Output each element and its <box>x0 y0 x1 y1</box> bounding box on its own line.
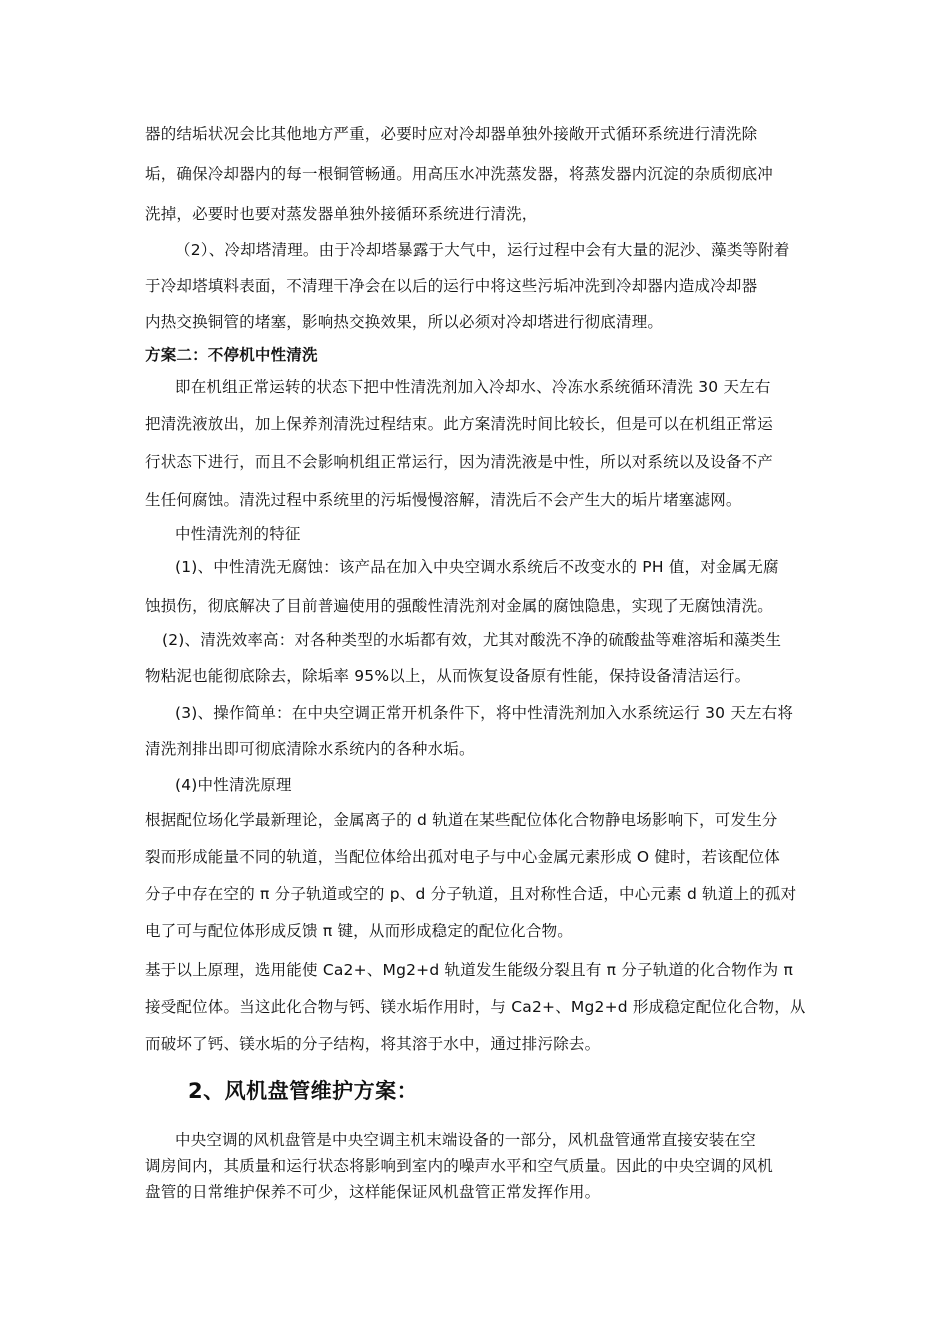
paragraph-line: 盘管的日常维护保养不可少，这样能保证风机盘管正常发挥作用。 <box>145 1183 601 1201</box>
paragraph-line: 垢，确保冷却器内的每一根铜管畅通。用高压水冲洗蒸发器，将蒸发器内沉淀的杂质彻底冲 <box>145 165 774 183</box>
principle-title: (4)中性清洗原理 <box>175 776 292 794</box>
paragraph-line: 调房间内，其质量和运行状态将影响到室内的噪声水平和空气质量。因此的中央空调的风机 <box>145 1157 774 1175</box>
plan2-heading: 方案二：不停机中性清洗 <box>145 346 318 364</box>
paragraph-line: 行状态下进行，而且不会影响机组正常运行，因为清洗液是中性，所以对系统以及设备不产 <box>145 453 774 471</box>
paragraph-line: (3)、操作简单：在中央空调正常开机条件下，将中性清洗剂加入水系统运行 30 天左右将 <box>175 704 794 722</box>
paragraph-line: 分子中存在空的 π 分子轨道或空的 p、d 分子轨道，且对称性合适，中心元素 d 轨道上的孤对 <box>145 885 797 903</box>
paragraph-line: 中央空调的风机盘管是中央空调主机末端设备的一部分，风机盘管通常直接安装在空 <box>175 1131 756 1149</box>
paragraph-line: 洗掉，必要时也要对蒸发器单独外接循环系统进行清洗， <box>145 205 538 223</box>
features-title: 中性清洗剂的特征 <box>175 525 301 543</box>
paragraph-line: 接受配位体。当这此化合物与钙、镁水垢作用时，与 Ca2+、Mg2+d 形成稳定配位化合物，从 <box>145 998 806 1016</box>
paragraph-line: (1)、中性清洗无腐蚀：该产品在加入中央空调水系统后不改变水的 PH 值，对金属无腐 <box>175 558 779 576</box>
paragraph-line: 物粘泥也能彻底除去，除垢率 95%以上，从而恢复设备原有性能，保持设备清洁运行。 <box>145 667 751 685</box>
paragraph-line: 根据配位场化学最新理论，金属离子的 d 轨道在某些配位体化合物静电场影响下，可发生分 <box>145 811 778 829</box>
paragraph-line: 而破坏了钙、镁水垢的分子结构，将其溶于水中，通过排污除去。 <box>145 1035 601 1053</box>
paragraph-line: 把清洗液放出，加上保养剂清洗过程结束。此方案清洗时间比较长，但是可以在机组正常运 <box>145 415 774 433</box>
paragraph-line: 基于以上原理，选用能使 Ca2+、Mg2+d 轨道发生能级分裂且有 π 分子轨道的化合物作为 π <box>145 961 793 979</box>
paragraph-line: 内热交换铜管的堵塞，影响热交换效果，所以必须对冷却塔进行彻底清理。 <box>145 313 664 331</box>
paragraph-line: 器的结垢状况会比其他地方严重，必要时应对冷却器单独外接敞开式循环系统进行清洗除 <box>145 125 758 143</box>
paragraph-line: 清洗剂排出即可彻底清除水系统内的各种水垢。 <box>145 740 475 758</box>
paragraph-line: 蚀损伤，彻底解决了目前普遍使用的强酸性清洗剂对金属的腐蚀隐患，实现了无腐蚀清洗。 <box>145 597 774 615</box>
paragraph-line: （2）、冷却塔清理。由于冷却塔暴露于大气中，运行过程中会有大量的泥沙、藻类等附着 <box>175 241 790 259</box>
paragraph-line: 电了可与配位体形成反馈 π 键，从而形成稳定的配位化合物。 <box>145 922 573 940</box>
paragraph-line: 即在机组正常运转的状态下把中性清洗剂加入冷却水、冷冻水系统循环清洗 30 天左右 <box>175 378 771 396</box>
section-heading: 2、风机盘管维护方案： <box>188 1079 419 1103</box>
paragraph-line: 生任何腐蚀。清洗过程中系统里的污垢慢慢溶解，清洗后不会产生大的垢片堵塞滤网。 <box>145 491 742 509</box>
paragraph-line: 于冷却塔填料表面，不清理干净会在以后的运行中将这些污垢冲洗到冷却器内造成冷却器 <box>145 277 758 295</box>
paragraph-line: 裂而形成能量不同的轨道，当配位体给出孤对电子与中心金属元素形成 O 健时，若该配位体 <box>145 848 780 866</box>
paragraph-line: (2)、清洗效率高：对各种类型的水垢都有效，尤其对酸洗不净的硫酸盐等难溶垢和藻类生 <box>162 631 782 649</box>
